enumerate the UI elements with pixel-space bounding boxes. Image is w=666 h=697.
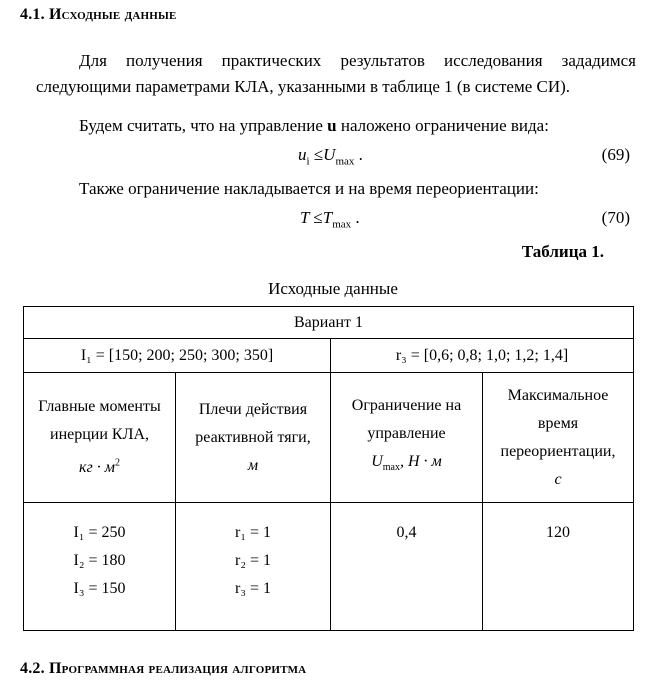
max-time-value-cell: 120 <box>483 503 634 631</box>
unit-arm: м <box>247 456 259 474</box>
table-row <box>24 307 634 339</box>
equation-70-formula: $T \le T_{max}$ . <box>300 208 360 231</box>
sentence-text-before: Будем считать, что на управление <box>79 116 323 135</box>
header-max-time: Максимальное время переориентации, с <box>483 373 634 503</box>
inertia-value: I₃ = 150 <box>73 580 126 597</box>
table-label: Таблица 1. <box>521 242 604 261</box>
equation-69-number: (69) <box>601 145 630 164</box>
section-number: 4.2. <box>20 660 45 677</box>
parameters-table <box>23 306 634 631</box>
table-row <box>24 339 634 373</box>
equation-70 <box>36 208 630 232</box>
arm-value: r₁ = 1 <box>235 524 271 541</box>
section-title: Программная реализация алгоритма <box>49 660 307 677</box>
control-vector-symbol: u <box>327 116 337 135</box>
section-number: 4.1. <box>20 6 45 23</box>
equation-70-number: (70) <box>601 208 630 227</box>
inertia-value: I₂ = 180 <box>73 552 126 569</box>
control-constraint-sentence <box>36 113 636 139</box>
inertia-range-cell: I₁ = [150; 200; 250; 300; 350] <box>24 339 331 373</box>
table-values-row <box>24 503 634 631</box>
arm-value: r₂ = 1 <box>235 552 271 569</box>
header-control-limit: Ограничение на управление $U_{max}$, Н · м <box>331 373 483 503</box>
arm-value: r₃ = 1 <box>235 580 271 597</box>
inertia-value: I₁ = 250 <box>73 524 126 541</box>
section-heading-4-2 <box>20 660 306 678</box>
table-title: Исходные данные <box>268 279 398 298</box>
inertia-values-cell <box>24 503 176 631</box>
intro-paragraph: Для получения практических результатов исследования зададимся следующими параметрами КЛА, указанными в таблице 1 (в системе СИ). <box>36 51 636 96</box>
table-header-row <box>24 373 634 503</box>
section-heading-4-1 <box>20 6 177 24</box>
arm-values-cell <box>176 503 331 631</box>
equation-69 <box>36 145 630 169</box>
control-limit-value-cell: 0,4 <box>331 503 483 631</box>
arm-range-cell: r₃ = [0,6; 0,8; 1,0; 1,2; 1,4] <box>331 339 634 373</box>
time-constraint-sentence: Также ограничение накладывается и на время переориентации: <box>79 179 539 198</box>
unit-inertia: кг · $м^2$ <box>79 457 120 476</box>
header-inertia: Главные моменты инерции КЛА, кг · $м^2$ <box>24 373 176 503</box>
variant-cell: Вариант 1 <box>24 307 634 339</box>
unit-time: с <box>554 470 562 488</box>
sentence-text-after: наложено ограничение вида: <box>340 116 549 135</box>
equation-69-formula: $u_i \le U_{max}$ . <box>298 145 363 168</box>
unit-control: $U_{max}$, Н · м <box>371 453 442 474</box>
section-title: Исходные данные <box>49 6 177 23</box>
header-thrust-arm: Плечи действия реактивной тяги, м <box>176 373 331 503</box>
